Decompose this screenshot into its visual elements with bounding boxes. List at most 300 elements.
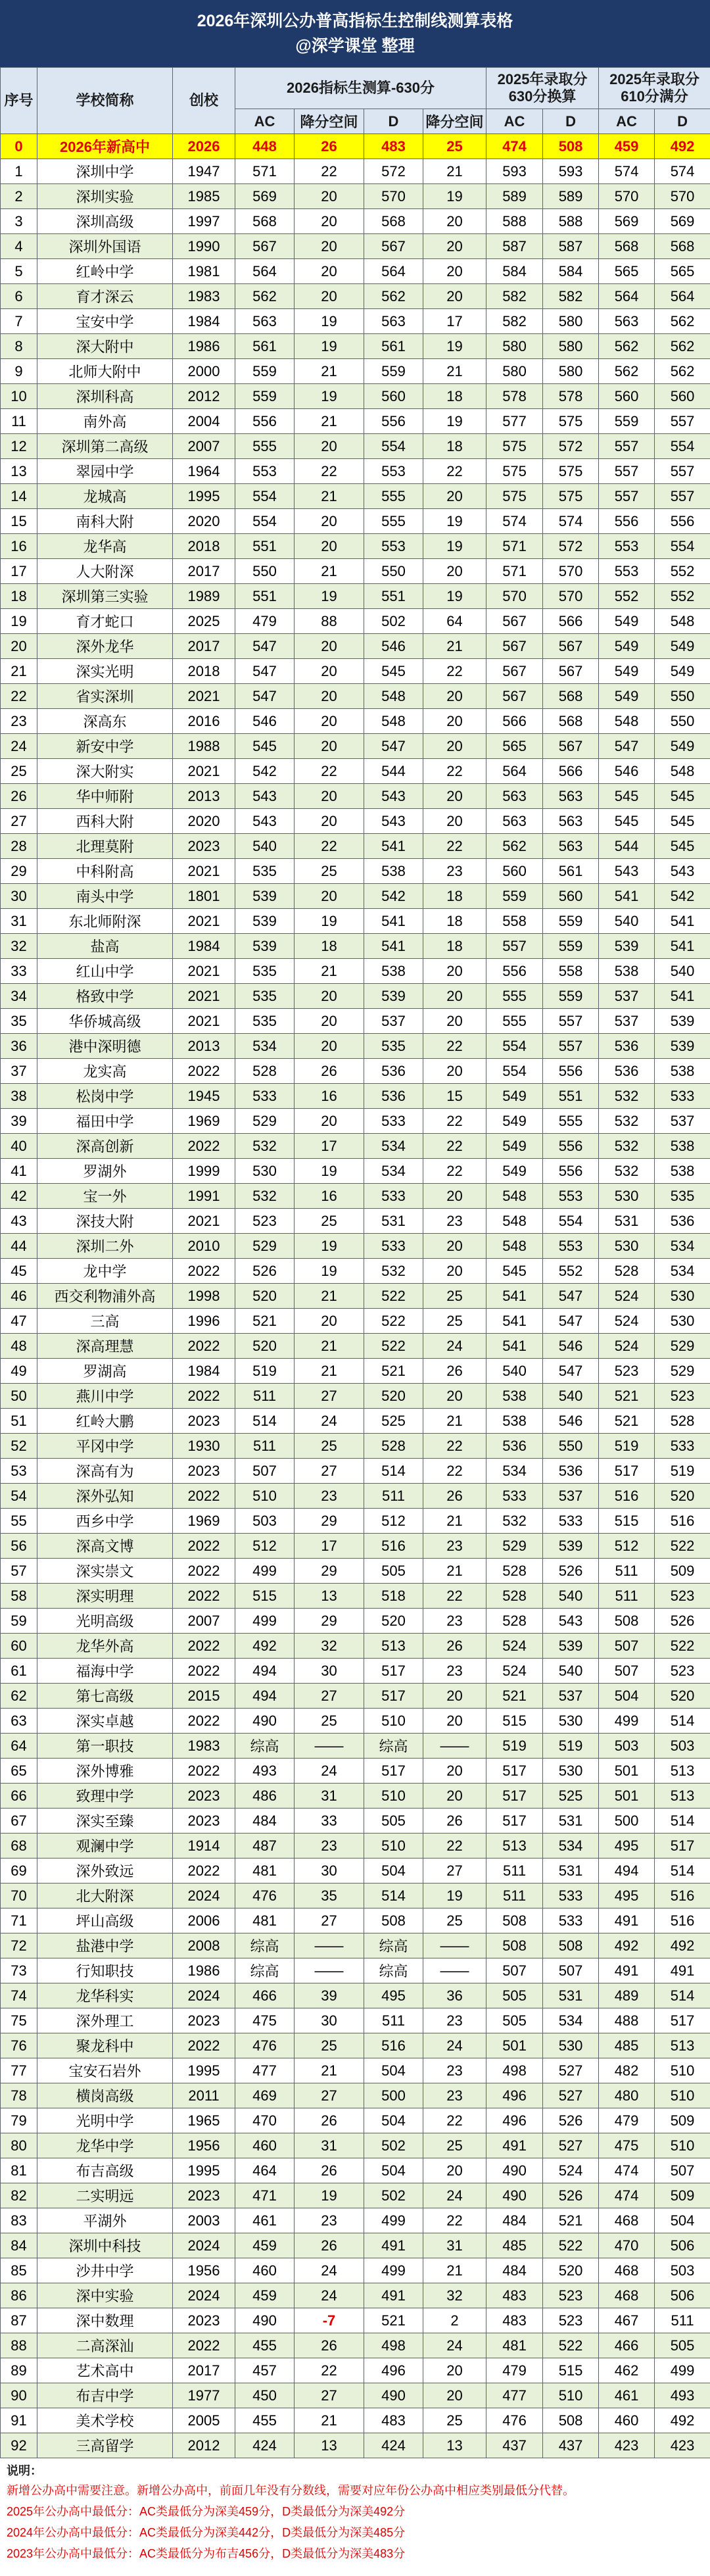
cell-d-2025-630: 537 <box>543 1684 599 1709</box>
cell-d-2025-630: 567 <box>543 734 599 759</box>
cell-drop-d: 27 <box>423 1859 486 1883</box>
cell-ac-2026: 461 <box>235 2208 295 2233</box>
cell-seq: 87 <box>1 2308 37 2333</box>
cell-founded: 2021 <box>173 759 235 784</box>
cell-drop-d: 18 <box>423 909 486 934</box>
cell-ac-2025-630: 559 <box>486 884 543 909</box>
cell-school-name: 育才蛇口 <box>37 609 173 634</box>
cell-ac-2025-630: 574 <box>486 509 543 534</box>
cell-ac-2025-630: 476 <box>486 2408 543 2433</box>
cell-seq: 60 <box>1 1634 37 1659</box>
cell-d-2026: 548 <box>364 709 423 734</box>
cell-d-2025-610: 539 <box>655 1034 710 1059</box>
cell-d-2026: 543 <box>364 809 423 834</box>
cell-ac-2025-610: 521 <box>599 1384 655 1409</box>
cell-founded: 2017 <box>173 2358 235 2383</box>
cell-ac-2025-610: 516 <box>599 1484 655 1509</box>
cell-d-2026: 567 <box>364 234 423 259</box>
cell-ac-2025-630: 549 <box>486 1109 543 1134</box>
table-row <box>1 2233 710 2258</box>
cell-d-2025-610: 514 <box>655 1983 710 2008</box>
cell-ac-2026: 466 <box>235 1983 295 2008</box>
cell-ac-2025-630: 584 <box>486 259 543 284</box>
cell-ac-2025-630: 582 <box>486 284 543 309</box>
cell-ac-2025-610: 537 <box>599 984 655 1009</box>
cell-school-name: 深中实验 <box>37 2283 173 2308</box>
cell-d-2025-610: 529 <box>655 1334 710 1359</box>
table-row <box>1 434 710 459</box>
cell-ac-2025-610: 508 <box>599 1609 655 1634</box>
cell-drop-d: 21 <box>423 359 486 384</box>
cell-ac-2026: 550 <box>235 559 295 584</box>
cell-d-2025-630: 540 <box>543 1659 599 1684</box>
cell-drop-ac: 20 <box>295 209 364 234</box>
cell-d-2025-630: 520 <box>543 2258 599 2283</box>
table-row <box>1 734 710 759</box>
cell-drop-ac: 21 <box>295 1334 364 1359</box>
cell-seq: 76 <box>1 2033 37 2058</box>
cell-seq: 85 <box>1 2258 37 2283</box>
cell-ac-2025-630: 528 <box>486 1584 543 1609</box>
cell-drop-d: 22 <box>423 1834 486 1859</box>
cell-drop-d: 17 <box>423 309 486 334</box>
cell-drop-d: 22 <box>423 1459 486 1484</box>
cell-ac-2026: 555 <box>235 434 295 459</box>
cell-d-2025-610: 513 <box>655 1784 710 1809</box>
cell-drop-ac: 21 <box>295 1359 364 1384</box>
cell-ac-2025-630: 567 <box>486 634 543 659</box>
cell-d-2025-610: 503 <box>655 2258 710 2283</box>
cell-ac-2025-610: 532 <box>599 1084 655 1109</box>
cell-d-2025-610: 549 <box>655 659 710 684</box>
cell-d-2026: 564 <box>364 259 423 284</box>
cell-school-name: 二实明远 <box>37 2183 173 2208</box>
cell-ac-2025-630: 496 <box>486 2108 543 2133</box>
cell-d-2025-610: 520 <box>655 1484 710 1509</box>
table-row <box>1 1809 710 1834</box>
cell-d-2025-630: 437 <box>543 2433 599 2458</box>
cell-d-2026: 534 <box>364 1159 423 1184</box>
cell-school-name: 深外弘知 <box>37 1484 173 1509</box>
cell-d-2026: 541 <box>364 834 423 859</box>
cell-seq: 3 <box>1 209 37 234</box>
cell-ac-2025-630: 521 <box>486 1684 543 1709</box>
cell-d-2025-610: 545 <box>655 834 710 859</box>
cell-drop-d: 21 <box>423 1409 486 1434</box>
cell-d-2026: 536 <box>364 1059 423 1084</box>
cell-drop-ac: 20 <box>295 259 364 284</box>
cell-ac-2026: 487 <box>235 1834 295 1859</box>
cell-drop-d: 31 <box>423 2233 486 2258</box>
cell-founded: 2016 <box>173 709 235 734</box>
cell-school-name: 龙华高 <box>37 534 173 559</box>
header-2025-converted: 2025年录取分630分换算 <box>486 68 599 109</box>
cell-drop-d: 26 <box>423 1359 486 1384</box>
cell-seq: 8 <box>1 334 37 359</box>
table-row <box>1 1509 710 1534</box>
cell-ac-2025-630: 575 <box>486 459 543 484</box>
cell-d-2025-610: 549 <box>655 634 710 659</box>
cell-ac-2025-630: 479 <box>486 2358 543 2383</box>
cell-drop-d: 22 <box>423 1134 486 1159</box>
cell-school-name: 华侨城高级 <box>37 1009 173 1034</box>
cell-ac-2026: 460 <box>235 2133 295 2158</box>
cell-d-2025-630: 580 <box>543 359 599 384</box>
cell-school-name: 福田中学 <box>37 1109 173 1134</box>
cell-d-2025-610: 503 <box>655 1734 710 1759</box>
table-row <box>1 1908 710 1933</box>
cell-drop-d: 20 <box>423 234 486 259</box>
cell-seq: 67 <box>1 1809 37 1834</box>
cell-ac-2026: 450 <box>235 2383 295 2408</box>
cell-seq: 34 <box>1 984 37 1009</box>
cell-ac-2025-610: 500 <box>599 1809 655 1834</box>
cell-ac-2025-610: 468 <box>599 2283 655 2308</box>
cell-ac-2026: 569 <box>235 184 295 209</box>
cell-d-2026: 504 <box>364 2108 423 2133</box>
cell-ac-2025-610: 492 <box>599 1933 655 1958</box>
cell-ac-2025-610: 532 <box>599 1159 655 1184</box>
cell-ac-2026: 539 <box>235 884 295 909</box>
cell-founded: 2022 <box>173 1334 235 1359</box>
cell-founded: 2022 <box>173 1384 235 1409</box>
cell-ac-2025-630: 533 <box>486 1484 543 1509</box>
cell-d-2026: 505 <box>364 1559 423 1584</box>
cell-d-2025-610: 504 <box>655 2208 710 2233</box>
cell-d-2025-610: 537 <box>655 1109 710 1134</box>
table-row <box>1 2033 710 2058</box>
table-row <box>1 309 710 334</box>
cell-ac-2025-610: 503 <box>599 1734 655 1759</box>
cell-ac-2026: 424 <box>235 2433 295 2458</box>
cell-drop-ac: 19 <box>295 1159 364 1184</box>
cell-drop-ac: 20 <box>295 1009 364 1034</box>
cell-school-name: 深高理慧 <box>37 1334 173 1359</box>
cell-founded: 2022 <box>173 2333 235 2358</box>
cell-ac-2025-630: 528 <box>486 1559 543 1584</box>
cell-d-2025-610: 534 <box>655 1234 710 1259</box>
cell-school-name: 南外高 <box>37 409 173 434</box>
cell-d-2026: 504 <box>364 2158 423 2183</box>
cell-ac-2026: 556 <box>235 409 295 434</box>
cell-founded: 2021 <box>173 1209 235 1234</box>
header-d: D <box>655 109 710 134</box>
cell-ac-2025-610: 470 <box>599 2233 655 2258</box>
cell-founded: 1914 <box>173 1834 235 1859</box>
table-row <box>1 634 710 659</box>
cell-drop-d: 25 <box>423 1908 486 1933</box>
cell-d-2025-630: 522 <box>543 2233 599 2258</box>
cell-ac-2025-630: 519 <box>486 1734 543 1759</box>
cell-ac-2025-630: 484 <box>486 2258 543 2283</box>
cell-d-2025-630: 526 <box>543 2183 599 2208</box>
cell-d-2025-610: 545 <box>655 784 710 809</box>
cell-d-2025-630: 547 <box>543 1284 599 1309</box>
cell-school-name: 西乡中学 <box>37 1509 173 1534</box>
cell-school-name: 宝安中学 <box>37 309 173 334</box>
cell-d-2025-610: 538 <box>655 1159 710 1184</box>
cell-seq: 89 <box>1 2358 37 2383</box>
cell-ac-2025-630: 477 <box>486 2383 543 2408</box>
cell-ac-2026: 499 <box>235 1559 295 1584</box>
cell-drop-d: 20 <box>423 2158 486 2183</box>
cell-ac-2026: 471 <box>235 2183 295 2208</box>
cell-d-2025-630: 575 <box>543 484 599 509</box>
header-drop: 降分空间 <box>295 109 364 134</box>
cell-seq: 19 <box>1 609 37 634</box>
cell-ac-2025-610: 517 <box>599 1459 655 1484</box>
table-row <box>1 1059 710 1084</box>
cell-seq: 52 <box>1 1434 37 1459</box>
cell-seq: 1 <box>1 159 37 184</box>
cell-d-2025-610: 535 <box>655 1184 710 1209</box>
cell-ac-2026: 534 <box>235 1034 295 1059</box>
cell-d-2025-630: 533 <box>543 1509 599 1534</box>
table-row <box>1 1384 710 1409</box>
header-founded: 创校 <box>173 68 235 134</box>
cell-d-2025-630: 508 <box>543 134 599 159</box>
cell-drop-ac: 27 <box>295 1684 364 1709</box>
cell-d-2025-630: 567 <box>543 659 599 684</box>
cell-founded: 2010 <box>173 1234 235 1259</box>
cell-founded: 2000 <box>173 359 235 384</box>
cell-ac-2025-630: 517 <box>486 1759 543 1784</box>
cell-school-name: 东北师附深 <box>37 909 173 934</box>
cell-seq: 14 <box>1 484 37 509</box>
notes-title: 说明： <box>7 2464 42 2477</box>
cell-seq: 66 <box>1 1784 37 1809</box>
cell-school-name: 布吉高级 <box>37 2158 173 2183</box>
cell-d-2026: 490 <box>364 2383 423 2408</box>
cell-drop-ac: 29 <box>295 1609 364 1634</box>
cell-ac-2025-610: 519 <box>599 1434 655 1459</box>
cell-school-name: 宝安石岩外 <box>37 2058 173 2083</box>
cell-ac-2026: 559 <box>235 359 295 384</box>
cell-founded: 2023 <box>173 1409 235 1434</box>
cell-d-2025-630: 557 <box>543 1009 599 1034</box>
table-row <box>1 1958 710 1983</box>
table-row <box>1 934 710 959</box>
cell-drop-d: 20 <box>423 559 486 584</box>
cell-d-2025-630: 559 <box>543 909 599 934</box>
cell-d-2025-610: 510 <box>655 2133 710 2158</box>
table-row <box>1 1484 710 1509</box>
cell-d-2026: 496 <box>364 2358 423 2383</box>
table-row <box>1 1184 710 1209</box>
cell-d-2025-610: 533 <box>655 1084 710 1109</box>
cell-ac-2026: 464 <box>235 2158 295 2183</box>
cell-d-2025-610: 530 <box>655 1284 710 1309</box>
cell-drop-d: 20 <box>423 484 486 509</box>
cell-ac-2025-610: 501 <box>599 1784 655 1809</box>
cell-ac-2026: 551 <box>235 534 295 559</box>
cell-founded: 2003 <box>173 2208 235 2233</box>
cell-seq: 24 <box>1 734 37 759</box>
cell-ac-2025-610: 540 <box>599 909 655 934</box>
cell-ac-2025-610: 507 <box>599 1634 655 1659</box>
table-row <box>1 1434 710 1459</box>
cell-ac-2025-610: 488 <box>599 2008 655 2033</box>
cell-drop-ac: 20 <box>295 734 364 759</box>
cell-school-name: 龙城高 <box>37 484 173 509</box>
cell-d-2025-630: 527 <box>543 2083 599 2108</box>
cell-drop-d: 22 <box>423 659 486 684</box>
cell-ac-2026: 532 <box>235 1134 295 1159</box>
cell-ac-2025-610: 541 <box>599 884 655 909</box>
cell-school-name: 观澜中学 <box>37 1834 173 1859</box>
table-row <box>1 1334 710 1359</box>
cell-ac-2025-610: 466 <box>599 2333 655 2358</box>
cell-seq: 62 <box>1 1684 37 1709</box>
cell-seq: 55 <box>1 1509 37 1534</box>
cell-ac-2025-630: 578 <box>486 384 543 409</box>
cell-ac-2025-630: 517 <box>486 1809 543 1834</box>
cell-ac-2025-610: 479 <box>599 2108 655 2133</box>
cell-drop-ac: 21 <box>295 2058 364 2083</box>
table-row <box>1 834 710 859</box>
table-row <box>1 384 710 409</box>
cell-ac-2026: 526 <box>235 1259 295 1284</box>
cell-ac-2025-610: 536 <box>599 1034 655 1059</box>
cell-drop-d: 26 <box>423 1809 486 1834</box>
cell-ac-2025-610: 562 <box>599 359 655 384</box>
table-row <box>1 2083 710 2108</box>
cell-d-2025-610: 565 <box>655 259 710 284</box>
table-row <box>1 884 710 909</box>
cell-ac-2025-630: 536 <box>486 1434 543 1459</box>
cell-drop-d: 15 <box>423 1084 486 1109</box>
cell-d-2026: 504 <box>364 2058 423 2083</box>
cell-ac-2025-630: 549 <box>486 1159 543 1184</box>
cell-drop-ac: 25 <box>295 1434 364 1459</box>
cell-ac-2025-630: 587 <box>486 234 543 259</box>
cell-d-2026: 556 <box>364 409 423 434</box>
table-row <box>1 2258 710 2283</box>
table-row <box>1 2108 710 2133</box>
header-drop: 降分空间 <box>423 109 486 134</box>
cell-seq: 31 <box>1 909 37 934</box>
cell-d-2025-610: 517 <box>655 1834 710 1859</box>
header-school: 学校简称 <box>37 68 173 134</box>
cell-d-2026: 543 <box>364 784 423 809</box>
cell-d-2025-610: 513 <box>655 2033 710 2058</box>
cell-school-name: 翠园中学 <box>37 459 173 484</box>
cell-ac-2026: 475 <box>235 2008 295 2033</box>
cell-drop-d: 25 <box>423 2133 486 2158</box>
cell-drop-d: 23 <box>423 2083 486 2108</box>
table-row <box>1 1259 710 1284</box>
table-row <box>1 509 710 534</box>
cell-ac-2025-610: 530 <box>599 1184 655 1209</box>
cell-drop-d: 25 <box>423 134 486 159</box>
cell-ac-2025-630: 524 <box>486 1634 543 1659</box>
cell-ac-2025-630: 555 <box>486 1009 543 1034</box>
cell-ac-2026: 511 <box>235 1434 295 1459</box>
table-row <box>1 2433 710 2458</box>
cell-d-2025-610: 569 <box>655 209 710 234</box>
cell-school-name: 深圳高级 <box>37 209 173 234</box>
cell-seq: 78 <box>1 2083 37 2108</box>
cell-founded: 1977 <box>173 2383 235 2408</box>
cell-drop-ac: 27 <box>295 2083 364 2108</box>
cell-d-2026: 495 <box>364 1983 423 2008</box>
cell-founded: 2021 <box>173 1009 235 1034</box>
table-row <box>1 2183 710 2208</box>
cell-ac-2025-630: 538 <box>486 1384 543 1409</box>
cell-d-2025-630: 563 <box>543 784 599 809</box>
header-ac: AC <box>486 109 543 134</box>
cell-drop-d: 20 <box>423 959 486 984</box>
cell-ac-2026: 507 <box>235 1459 295 1484</box>
cell-drop-d: 20 <box>423 1009 486 1034</box>
cell-seq: 22 <box>1 684 37 709</box>
cell-d-2025-630: 525 <box>543 1784 599 1809</box>
cell-seq: 10 <box>1 384 37 409</box>
cell-d-2026: 521 <box>364 1359 423 1384</box>
cell-school-name: 深实光明 <box>37 659 173 684</box>
cell-ac-2026: 543 <box>235 784 295 809</box>
cell-ac-2026: 568 <box>235 209 295 234</box>
cell-d-2025-610: 516 <box>655 1509 710 1534</box>
cell-d-2026: 513 <box>364 1634 423 1659</box>
table-row <box>1 1159 710 1184</box>
cell-ac-2025-630: 564 <box>486 759 543 784</box>
cell-ac-2025-610: 511 <box>599 1584 655 1609</box>
cell-d-2025-630: 523 <box>543 2308 599 2333</box>
cell-ac-2025-610: 531 <box>599 1209 655 1234</box>
cell-d-2025-610: 541 <box>655 934 710 959</box>
cell-d-2026: 533 <box>364 1109 423 1134</box>
cell-founded: 2013 <box>173 1034 235 1059</box>
cell-seq: 26 <box>1 784 37 809</box>
table-row <box>1 1109 710 1134</box>
cell-drop-ac: 17 <box>295 1134 364 1159</box>
cell-school-name: 深圳外国语 <box>37 234 173 259</box>
cell-drop-ac: 22 <box>295 159 364 184</box>
cell-drop-ac: 20 <box>295 784 364 809</box>
cell-school-name: 三高 <box>37 1309 173 1334</box>
cell-drop-ac: 26 <box>295 2158 364 2183</box>
cell-ac-2026: 494 <box>235 1684 295 1709</box>
cell-ac-2025-610: 474 <box>599 2183 655 2208</box>
cell-ac-2025-610: 423 <box>599 2433 655 2458</box>
cell-ac-2025-630: 508 <box>486 1933 543 1958</box>
cell-seq: 58 <box>1 1584 37 1609</box>
cell-seq: 21 <box>1 659 37 684</box>
cell-ac-2025-610: 545 <box>599 784 655 809</box>
cell-drop-ac: 26 <box>295 2233 364 2258</box>
table-row <box>1 1009 710 1034</box>
cell-drop-ac: 20 <box>295 184 364 209</box>
cell-drop-d: 25 <box>423 1309 486 1334</box>
cell-d-2025-630: 527 <box>543 2058 599 2083</box>
cell-d-2025-630: 552 <box>543 1259 599 1284</box>
cell-drop-ac: 27 <box>295 1384 364 1409</box>
cell-d-2025-610: 492 <box>655 1933 710 1958</box>
cell-drop-ac: 25 <box>295 859 364 884</box>
cell-d-2025-610: 556 <box>655 509 710 534</box>
cell-ac-2025-610: 499 <box>599 1709 655 1734</box>
table-row <box>1 2358 710 2383</box>
table-row <box>1 1609 710 1634</box>
cell-school-name: 龙实高 <box>37 1059 173 1084</box>
table-row <box>1 1559 710 1584</box>
cell-school-name: 深实卓越 <box>37 1709 173 1734</box>
cell-drop-ac: 19 <box>295 384 364 409</box>
cell-ac-2025-630: 582 <box>486 309 543 334</box>
cell-seq: 68 <box>1 1834 37 1859</box>
cell-ac-2025-610: 538 <box>599 959 655 984</box>
